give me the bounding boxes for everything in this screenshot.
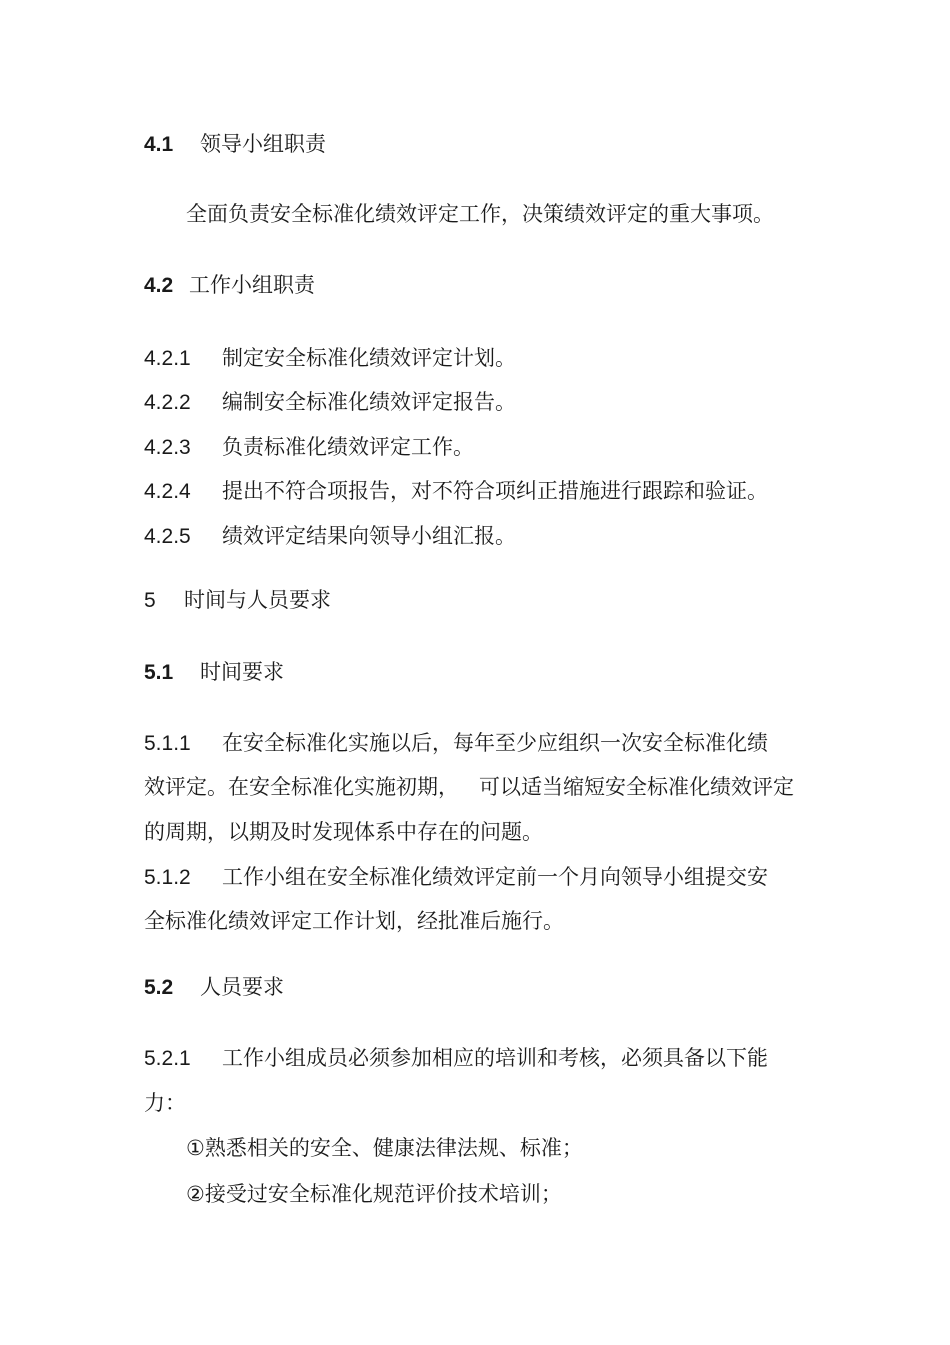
section-heading-4-2	[144, 270, 315, 301]
item-5-2-1-line2: 力：	[144, 1091, 186, 1115]
section-title: 领导小组职责	[200, 132, 326, 156]
item-5-2-1-line1	[144, 1043, 768, 1074]
paragraph-4-1: 全面负责安全标准化绩效评定工作，决策绩效评定的重大事项。	[186, 202, 774, 226]
item-text: 工作小组成员必须参加相应的培训和考核，必须具备以下能	[222, 1046, 768, 1070]
section-heading-5	[144, 585, 331, 616]
item-number: 5.1.1	[144, 732, 191, 755]
list-item-4-2-4	[144, 476, 768, 507]
section-title: 工作小组职责	[189, 273, 315, 297]
section-number: 5.1	[144, 661, 174, 684]
item-number: 4.2.2	[144, 391, 191, 414]
item-number: 5.1.2	[144, 866, 191, 889]
item-5-1-1-line2: 效评定。在安全标准化实施初期， 可以适当缩短安全标准化绩效评定	[144, 775, 795, 799]
item-text: 提出不符合项报告，对不符合项纠正措施进行跟踪和验证。	[222, 479, 768, 503]
item-number: 4.2.1	[144, 347, 191, 370]
list-item-4-2-1	[144, 343, 516, 374]
item-number: 4.2.4	[144, 480, 191, 503]
item-text: 编制安全标准化绩效评定报告。	[222, 390, 516, 414]
item-text: 制定安全标准化绩效评定计划。	[222, 346, 516, 370]
list-item-4-2-2	[144, 387, 516, 418]
section-title: 人员要求	[200, 975, 284, 999]
item-5-1-1-line1	[144, 728, 768, 759]
section-heading-5-2	[144, 972, 284, 1003]
item-text: 负责标准化绩效评定工作。	[222, 435, 474, 459]
item-text: 工作小组在安全标准化绩效评定前一个月向领导小组提交安	[222, 865, 768, 889]
section-number: 4.2	[144, 274, 174, 297]
item-text: 绩效评定结果向领导小组汇报。	[222, 524, 516, 548]
item-number: 4.2.3	[144, 436, 191, 459]
list-item-4-2-3	[144, 432, 474, 463]
section-heading-5-1	[144, 657, 284, 688]
section-title: 时间要求	[200, 660, 284, 684]
section-number: 4.1	[144, 133, 174, 156]
item-number: 4.2.5	[144, 525, 191, 548]
item-5-1-1-line3: 的周期，以期及时发现体系中存在的问题。	[144, 820, 543, 844]
item-5-1-2-line1	[144, 862, 768, 893]
ability-item-2: ②接受过安全标准化规范评价技术培训；	[186, 1182, 562, 1206]
list-item-4-2-5	[144, 521, 516, 552]
item-text: 在安全标准化实施以后，每年至少应组织一次安全标准化绩	[222, 731, 768, 755]
section-heading-4-1	[144, 129, 326, 160]
item-5-1-2-line2: 全标准化绩效评定工作计划，经批准后施行。	[144, 909, 564, 933]
section-number: 5	[144, 589, 156, 612]
section-number: 5.2	[144, 976, 174, 999]
ability-item-1: ①熟悉相关的安全、健康法律法规、标准；	[186, 1136, 583, 1160]
item-number: 5.2.1	[144, 1047, 191, 1070]
section-title: 时间与人员要求	[184, 588, 331, 612]
